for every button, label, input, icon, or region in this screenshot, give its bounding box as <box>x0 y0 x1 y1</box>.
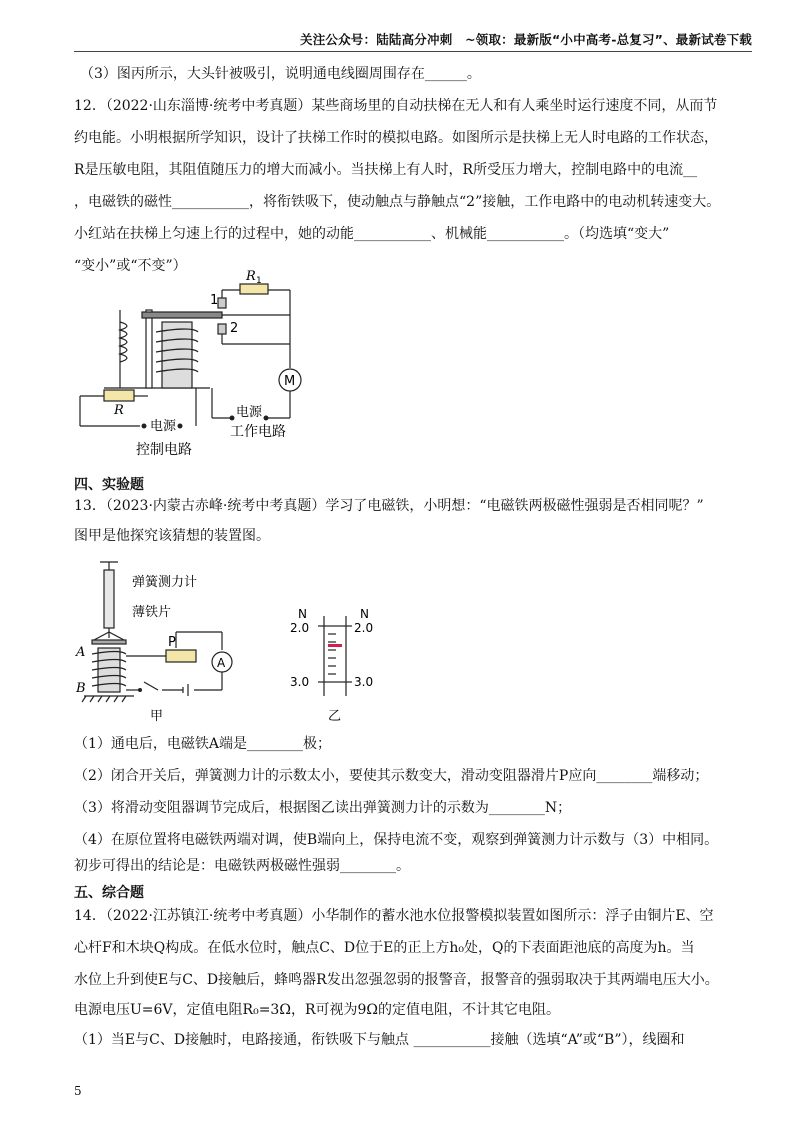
figure-yi-label: 乙 <box>328 709 342 724</box>
header-divider <box>74 51 752 52</box>
q11-part3: （3）图丙所示，大头针被吸引，说明通电线圈周围存在______。 <box>80 66 481 82</box>
r1-label: R <box>246 270 256 284</box>
escalator-circuit-figure <box>70 270 330 460</box>
tick-2-right: 2.0 <box>354 621 374 635</box>
q13-part-2: （2）闭合开关后，弹簧测力计的示数太小，要使其示数变大，滑动变阻器滑片P应向________端移动； <box>74 768 709 784</box>
q12-line-5: 小红站在扶梯上匀速上行的过程中，她的动能___________、机械能___________。（均选填“变大” <box>74 226 670 242</box>
slider-p-label: P <box>168 635 176 650</box>
q14-line-3: 水位上升到使E与C、D接触后，蜂鸣器R发出忽强忽弱的报警音，报警音的强弱取决于其两端电压大小。 <box>74 972 719 988</box>
control-circuit-label: 控制电路 <box>136 442 192 458</box>
q12-line-6: “变小”或“不变”） <box>74 258 187 274</box>
contact-2-label: 2 <box>230 321 239 336</box>
q13-conclusion: 初步可得出的结论是：电磁铁两极磁性强弱________。 <box>74 858 410 874</box>
q12-line-4: ，电磁铁的磁性___________，将衔铁吸下，使动触点与静触点“2”接触，工作电路中的电动机转速变大。 <box>74 194 721 210</box>
q13-line-1: 13．（2023·内蒙古赤峰·统考中考真题）学习了电磁铁，小明想：“电磁铁两极磁性强弱是否相同呢？” <box>74 498 704 514</box>
q14-part-1: （1）当E与C、D接触时，电路接通，衔铁吸下与触点 ___________接触（选填“A”或“B”），线圈和 <box>74 1032 685 1048</box>
q14-line-2: 心杆F和木块Q构成。在低水位时，触点C、D位于E的正上方h₀处，Q的下表面距池底的高度为h。当 <box>74 940 695 956</box>
q13-part-4: （4）在原位置将电磁铁两端对调，使B端向上，保持电流不变，观察到弹簧测力计示数与（3）中相同。 <box>74 832 719 848</box>
q13-part-1: （1）通电后，电磁铁A端是________极； <box>74 736 332 752</box>
spring-scale-label: 弹簧测力计 <box>132 575 198 590</box>
figure-jia-label: 甲 <box>150 709 164 724</box>
r1-sub-label: 1 <box>256 276 262 286</box>
tick-2-left: 2.0 <box>290 621 310 635</box>
contact-1-label: 1 <box>210 293 219 308</box>
ammeter-label: A <box>217 656 226 670</box>
q12-line-3: R是压敏电阻，其阻值随压力的增大而减小。当扶梯上有人时，R所受压力增大，控制电路中的电流__ <box>74 162 698 178</box>
q14-line-4: 电源电压U=6V，定值电阻R₀=3Ω，R可视为9Ω的定值电阻，不计其它电阻。 <box>74 1002 560 1018</box>
work-circuit-label: 工作电路 <box>230 424 286 440</box>
section-5-title: 五、综合题 <box>74 885 144 901</box>
page-header: 关注公众号：陆陆高分冲刺 ~领取：最新版“小中高考-总复习”、最新试卷下载 <box>300 32 752 47</box>
r-label: R <box>114 403 124 418</box>
q14-line-1: 14．（2022·江苏镇江·统考中考真题）小华制作的蓄水池水位报警模拟装置如图所示：浮子由铜片E、空 <box>74 908 714 924</box>
q12-line-1: 12．（2022·山东淄博·统考中考真题）某些商场里的自动扶梯在无人和有人乘坐时运行速度不同，从而节 <box>74 98 718 114</box>
section-4-title: 四、实验题 <box>74 477 144 493</box>
tick-3-right: 3.0 <box>354 675 374 689</box>
power-right-label: 电源 <box>236 405 263 420</box>
end-a-label: A <box>76 645 86 660</box>
iron-sheet-label: 薄铁片 <box>132 605 172 620</box>
tick-3-left: 3.0 <box>290 675 310 689</box>
q13-part-3: （3）将滑动变阻器调节完成后，根据图乙读出弹簧测力计的示数为________N； <box>74 800 572 816</box>
q12-line-2: 约电能。小明根据所学知识，设计了扶梯工作时的模拟电路。如图所示是扶梯上无人时电路的工作状态， <box>74 130 718 146</box>
n-left-label: N <box>298 607 307 621</box>
power-left-label: 电源 <box>150 419 177 434</box>
page-number: 5 <box>74 1084 82 1098</box>
motor-label: M <box>284 374 296 389</box>
q13-line-2: 图甲是他探究该猜想的装置图。 <box>74 528 270 544</box>
electromagnet-experiment-figure <box>70 556 390 726</box>
n-right-label: N <box>360 607 369 621</box>
end-b-label: B <box>76 681 86 696</box>
